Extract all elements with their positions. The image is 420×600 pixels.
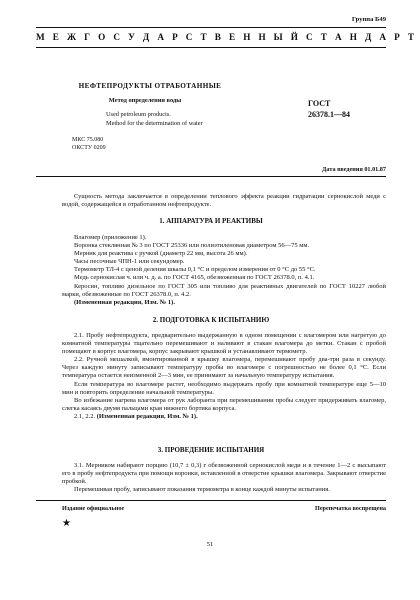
official-edition-label: Издание официальное xyxy=(62,505,125,512)
s1-item-5: Термометр ТЛ-4 с ценой деления шкалы 0,1 °С и пределом измерения от 0 °С до 55 °С. xyxy=(74,266,316,274)
s1-item-6: Медь сернокислая ч. или ч. д. а. по ГОСТ 4165, обезвоженная по ГОСТ 26378.0, п. 4.1. xyxy=(74,274,315,282)
s2-note-text: (Измененная редакция, Изм. № 1). xyxy=(96,412,198,420)
s2-paragraph-3: Если температура во влагомере растет, необходимо выдержать пробу при комнатной температуре еще 5—10 мин и повторить определение начальной температуры. xyxy=(62,380,386,396)
page-number: 51 xyxy=(206,541,214,548)
heading-rule xyxy=(36,47,386,48)
s2-note-prefix: 2.1, 2.2. xyxy=(74,412,96,420)
gost-number: 26378.1—84 xyxy=(308,110,350,119)
mks-code: МКС 75.080 xyxy=(72,137,104,143)
s1-item-2: Воронка стеклянная № 3 по ГОСТ 25336 или полиэтиленовая диаметром 56—75 мм. xyxy=(74,242,310,250)
intro-rule xyxy=(36,176,386,177)
s2-paragraph-4: Во избежание нагрева влагомера от рук лаборанта при перемешивании пробы следует придерживать влагомер, слегка касаясь двумя пальцами края нижнего бортика корпуса. xyxy=(62,396,386,412)
top-rule xyxy=(36,27,386,28)
s2-paragraph-2: 2.2. Ручной мешалкой, вмонтированной в крышку влагомера, перемешивают пробу два-три раза в секунду. Через каждую минуту записывают температуру пробы во влагомере с погрешностью не более 0,1 °С. Если температура остается неизменной 2—3 мин, ее принимают за начальную температуру испытания. xyxy=(62,356,386,380)
gost-label: ГОСТ xyxy=(308,99,331,108)
s2-change-note xyxy=(62,413,386,421)
s1-item-3: Мерник для реактива с ручкой (диаметр 22 мм, высота 26 мм). xyxy=(74,250,248,258)
intro-text: Сущность метода заключается в определении теплового эффекта реакции гидратации сернокислой меди с водой, содержащейся в отработанном нефтепродукте. xyxy=(62,193,386,209)
english-title-line-1: Used petroleum products. xyxy=(106,111,171,118)
method-title: Метод определения воды xyxy=(108,97,182,104)
gost-code xyxy=(308,98,350,120)
s3-paragraph-1: 3.1. Мерником набирают порцию (10,7 ± 0,3) г обезвоженной сернокислой меди и в течение 1—2 с высыпают его в пробу нефтепродукта при помощи воронки, вставленной в отверстие крышки влагомера. Закрывают отверстие пробкой. xyxy=(62,462,386,486)
intro-paragraph xyxy=(62,193,386,209)
reprint-prohibited-label: Перепечатка воспрещена xyxy=(315,505,386,512)
group-code: Группа Б49 xyxy=(351,16,386,23)
section-1-title: 1. АППАРАТУРА И РЕАКТИВЫ xyxy=(159,217,263,225)
okstu-code: ОКСТУ 0209 xyxy=(72,145,106,151)
english-title-line-2: Method for the determination of water xyxy=(106,120,203,127)
document-title: НЕФТЕПРОДУКТЫ ОТРАБОТАННЫЕ xyxy=(78,82,222,90)
section-2-body xyxy=(62,332,386,421)
section-3-title: 3. ПРОВЕДЕНИЕ ИСПЫТАНИЯ xyxy=(157,446,265,454)
introduction-date: Дата введения 01.01.87 xyxy=(322,166,386,173)
section-2-title: 2. ПОДГОТОВКА К ИСПЫТАНИЮ xyxy=(152,316,270,324)
star-icon: ★ xyxy=(62,518,71,529)
footer-rule xyxy=(36,500,386,501)
section-3-body xyxy=(62,462,386,494)
section-1-body xyxy=(62,234,386,307)
s1-item-7: Керосин, топливо дизельное по ГОСТ 305 или топливо для реактивных двигателей по ГОСТ 10227 любой марки, обезвоженные по ГОСТ 26378.0, п. 4.2. xyxy=(62,282,386,298)
s1-item-4: Часы песочные ЧПН-1 или секундомер. xyxy=(74,258,185,266)
s1-item-1: Влагомер (приложение 1). xyxy=(74,234,147,241)
s2-paragraph-1: 2.1. Пробу нефтепродукта, предварительно выдержанную в одном помещении с влагомером или нагретую до комнатной температуры тщательно перемешивают и наливают в стакан влагомера до метки. Стакан с пробой помещают в корпус влагомера, корпус закрывают крышкой и устанавливают термометр. xyxy=(62,332,386,356)
s1-change-note: (Измененная редакция, Изм. № 1). xyxy=(74,298,175,306)
s3-paragraph-2: Перемешивая пробу, записывают показания термометра в конце каждой минуты испытания. xyxy=(74,486,330,494)
standard-heading: М Е Ж Г О С У Д А Р С Т В Е Н Н Ы Й С Т А Н Д А Р Т xyxy=(36,32,417,42)
